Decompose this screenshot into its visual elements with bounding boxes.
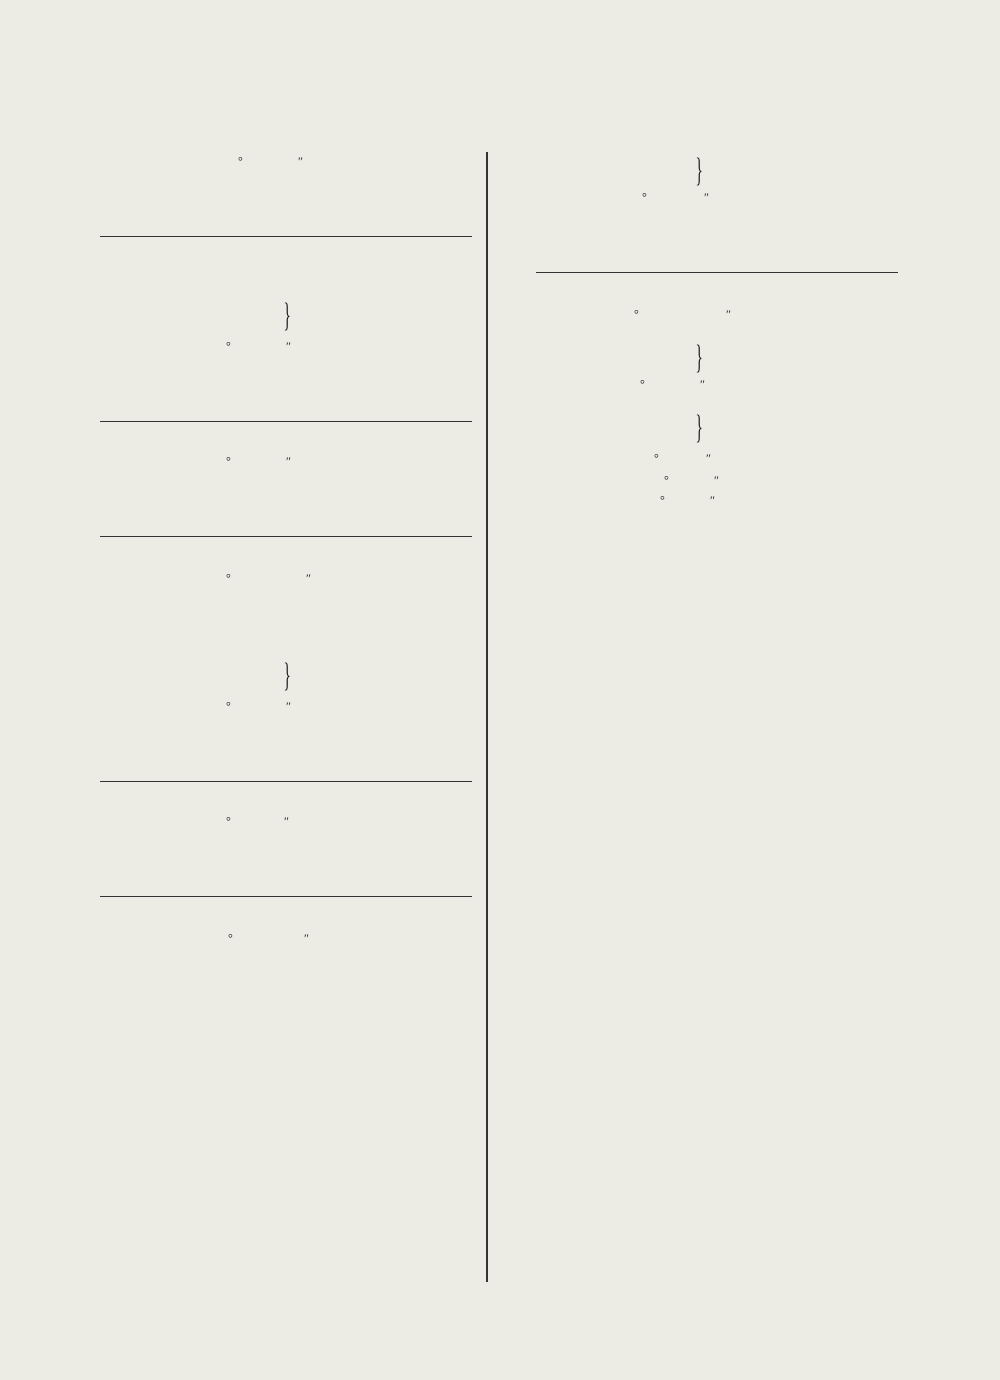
mean-row (100, 241, 472, 263)
table-cell (312, 757, 424, 779)
section-beta-1220 (498, 411, 898, 507)
prior-table (100, 585, 472, 629)
coordinates (498, 341, 898, 375)
unit-marks: ° ″ (226, 571, 311, 585)
table-cell (256, 786, 312, 808)
table-cell (312, 713, 424, 735)
table-cell (194, 735, 256, 757)
left-column (100, 148, 472, 1011)
table-cell (100, 512, 194, 534)
unit-marks: ° ″ (660, 493, 715, 507)
table-cell (190, 607, 278, 629)
table-cell (256, 375, 312, 397)
table-cell (632, 248, 694, 270)
table-cell (100, 735, 194, 757)
table-row (100, 989, 472, 1011)
table-cell (854, 248, 894, 270)
brace-icon: } (283, 297, 291, 334)
table-cell (432, 828, 472, 850)
table-cell (434, 967, 472, 989)
table-cell (100, 468, 194, 490)
table-cell (424, 468, 464, 490)
table-cell (424, 490, 464, 512)
table-rule (100, 781, 472, 782)
section-beta-180 (100, 299, 472, 629)
table-cell (100, 241, 196, 263)
brace-icon: } (695, 152, 703, 189)
table-cell (100, 757, 194, 779)
measure-table (100, 713, 472, 808)
table-row (100, 735, 472, 757)
unit-marks: ° ″ (228, 931, 309, 945)
table-cell (262, 190, 342, 212)
table-cell (424, 375, 464, 397)
table-cell (536, 248, 632, 270)
table-cell (428, 212, 468, 234)
mean-row (498, 277, 898, 299)
table-row (100, 757, 472, 779)
table-cell (251, 901, 345, 923)
table-cell (194, 757, 256, 779)
unit-marks: ° ″ (634, 307, 731, 321)
table-row (100, 490, 472, 512)
table-cell (256, 426, 312, 448)
measure-table (498, 204, 898, 299)
table-cell (424, 757, 464, 779)
table-cell (345, 828, 433, 850)
table-cell (342, 168, 428, 190)
table-cell (194, 512, 256, 534)
table-cell (428, 190, 468, 212)
table-cell (536, 277, 632, 299)
mean-row (100, 901, 472, 923)
table-cell (336, 512, 424, 534)
table-cell (196, 168, 262, 190)
table-cell (100, 585, 190, 607)
unit-marks: ° ″ (226, 339, 291, 353)
table-rule (100, 896, 472, 897)
table-cell (100, 901, 194, 923)
table-cell (194, 872, 252, 894)
table-cell (434, 585, 472, 607)
table-cell (424, 541, 464, 563)
right-column (498, 148, 898, 507)
table-cell (100, 713, 194, 735)
table-cell (256, 353, 312, 375)
table-cell (342, 190, 428, 212)
table-cell (694, 277, 744, 299)
table-cell (256, 468, 336, 490)
table-row (100, 713, 472, 735)
brace-icon: } (283, 657, 291, 694)
table-cell (694, 248, 744, 270)
table-cell (363, 967, 434, 989)
table-cell (100, 872, 194, 894)
mean-row (100, 426, 472, 448)
table-rule (100, 421, 472, 422)
table-row (100, 945, 472, 967)
table-rule (536, 272, 898, 273)
table-cell (424, 353, 464, 375)
table-cell (744, 204, 854, 226)
table-cell (345, 850, 433, 872)
table-cell (194, 828, 252, 850)
coordinates (498, 154, 898, 188)
table-cell (100, 989, 190, 1011)
table-cell (196, 241, 262, 263)
unit-marks: ° ″ (226, 454, 291, 468)
table-row (100, 967, 472, 989)
table-cell (632, 277, 694, 299)
table-cell (262, 241, 342, 263)
table-cell (342, 212, 428, 234)
table-row (100, 168, 472, 190)
unit-marks: ° ″ (640, 377, 705, 391)
table-row (100, 375, 472, 397)
table-cell (424, 786, 464, 808)
table-cell (196, 212, 262, 234)
table-row (100, 397, 472, 419)
table-cell (345, 872, 433, 894)
table-cell (363, 945, 434, 967)
table-cell (312, 426, 424, 448)
mean-row (100, 786, 472, 808)
table-cell (342, 241, 428, 263)
table-cell (336, 541, 424, 563)
table-cell (100, 850, 194, 872)
table-cell (256, 757, 312, 779)
table-row (100, 607, 472, 629)
mean-row (100, 541, 472, 563)
table-cell (536, 226, 632, 248)
table-cell (100, 426, 194, 448)
table-cell (100, 353, 194, 375)
table-cell (363, 989, 434, 1011)
table-cell (100, 945, 190, 967)
table-rule (100, 536, 472, 537)
table-row (100, 468, 472, 490)
table-cell (256, 512, 336, 534)
table-cell (854, 204, 894, 226)
table-cell (256, 541, 336, 563)
coordinates (100, 659, 472, 693)
table-cell (363, 585, 434, 607)
measure-table (100, 353, 472, 448)
table-cell (312, 735, 424, 757)
table-cell (256, 735, 312, 757)
table-row (100, 872, 472, 894)
table-cell (278, 989, 362, 1011)
table-cell (428, 241, 468, 263)
table-row (498, 248, 898, 270)
table-cell (694, 226, 744, 248)
table-row (100, 353, 472, 375)
table-cell (100, 967, 190, 989)
table-cell (256, 397, 312, 419)
unit-marks: ° ″ (238, 154, 303, 168)
table-row (100, 512, 472, 534)
table-cell (100, 541, 194, 563)
table-cell (428, 168, 468, 190)
table-cell (424, 397, 464, 419)
column-divider (486, 152, 488, 1282)
table-cell (194, 375, 256, 397)
table-cell (278, 945, 362, 967)
table-cell (312, 353, 424, 375)
table-cell (744, 277, 854, 299)
table-cell (194, 541, 256, 563)
table-cell (632, 204, 694, 226)
table-cell (251, 850, 344, 872)
section-beta-715 (498, 154, 898, 321)
table-cell (336, 468, 424, 490)
unit-marks: ° ″ (226, 699, 291, 713)
table-cell (100, 397, 194, 419)
unit-marks: ° ″ (642, 190, 709, 204)
table-cell (194, 397, 256, 419)
table-cell (190, 989, 278, 1011)
table-cell (262, 168, 342, 190)
table-cell (100, 212, 196, 234)
table-cell (744, 248, 854, 270)
table-cell (424, 426, 464, 448)
brace-icon: } (695, 339, 703, 376)
table-cell (262, 212, 342, 234)
table-cell (336, 490, 424, 512)
section-beta-385 (100, 659, 472, 1011)
table-cell (100, 607, 190, 629)
table-cell (190, 585, 278, 607)
table-cell (100, 375, 194, 397)
table-cell (194, 713, 256, 735)
table-row (100, 828, 472, 850)
unit-marks: ° ″ (226, 814, 289, 828)
section-a-and-c (100, 152, 472, 263)
table-cell (194, 353, 256, 375)
table-cell (632, 226, 694, 248)
table-cell (744, 226, 854, 248)
table-cell (694, 204, 744, 226)
table-cell (432, 850, 472, 872)
table-cell (256, 713, 312, 735)
table-cell (424, 512, 464, 534)
table-row (100, 190, 472, 212)
table-row (498, 226, 898, 248)
table-cell (190, 945, 278, 967)
table-row (498, 204, 898, 226)
table-cell (194, 786, 256, 808)
table-cell (256, 490, 336, 512)
table-cell (854, 277, 894, 299)
table-cell (100, 786, 194, 808)
table-row (100, 585, 472, 607)
table-cell (432, 872, 472, 894)
table-cell (100, 190, 196, 212)
table-cell (424, 735, 464, 757)
table-cell (194, 426, 256, 448)
table-cell (434, 989, 472, 1011)
table-cell (100, 490, 194, 512)
table-cell (363, 607, 434, 629)
table-cell (100, 168, 196, 190)
table-cell (536, 204, 632, 226)
table-cell (854, 226, 894, 248)
table-cell (312, 375, 424, 397)
table-cell (432, 901, 472, 923)
table-cell (424, 713, 464, 735)
table-cell (312, 397, 424, 419)
table-cell (194, 490, 256, 512)
table-cell (278, 607, 362, 629)
table-cell (312, 786, 424, 808)
table-cell (196, 190, 262, 212)
section-beta-716 (498, 341, 898, 391)
table-row (100, 850, 472, 872)
table-rule (100, 236, 472, 237)
measure-table (100, 168, 472, 263)
measure-table (100, 828, 472, 923)
table-cell (251, 872, 344, 894)
table-cell (194, 850, 252, 872)
table-cell (194, 901, 252, 923)
table-cell (345, 901, 433, 923)
unit-marks: ° ″ (654, 451, 711, 465)
table-cell (100, 828, 194, 850)
table-cell (278, 967, 362, 989)
table-cell (434, 607, 472, 629)
table-cell (278, 585, 362, 607)
measure-table (100, 468, 472, 563)
unit-marks: ° ″ (664, 473, 719, 487)
coordinates (100, 299, 472, 333)
prior-table (100, 945, 472, 1011)
coordinates (498, 411, 898, 445)
table-cell (194, 468, 256, 490)
table-cell (251, 828, 345, 850)
table-cell (434, 945, 472, 967)
brace-icon: } (695, 409, 703, 446)
table-cell (190, 967, 278, 989)
table-row (100, 212, 472, 234)
